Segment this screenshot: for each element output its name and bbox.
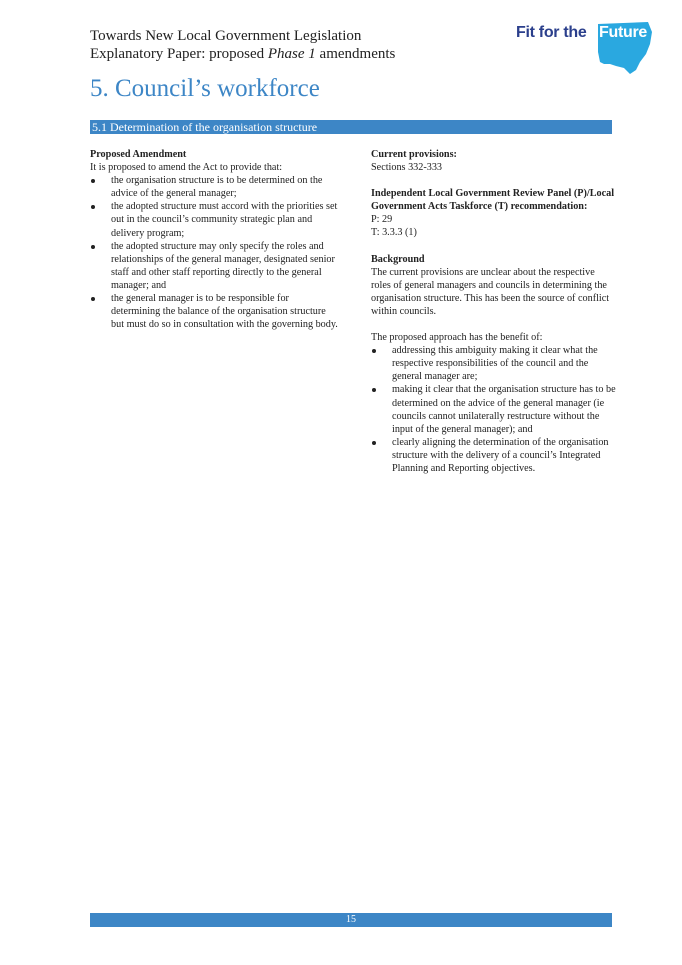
bullet-icon — [91, 179, 95, 183]
background-text: The current provisions are unclear about the respective roles of general managers and councils in determining the organisation structure. This has been the source of conflict within councils. — [371, 266, 610, 317]
page-number: 15 — [346, 914, 356, 925]
list-item — [371, 436, 616, 475]
list-item-text: the adopted structure must accord with the priorities set out in the council’s community strategic plan and delivery program; — [111, 201, 338, 239]
list-item-text: the organisation structure is to be determined on the advice of the general manager; — [111, 175, 323, 200]
list-item-text: clearly aligning the determination of the organisation structure with the delivery of a council’s Integrated Planning and Reporting objectives. — [392, 436, 609, 474]
bullet-icon — [372, 388, 376, 392]
list-item — [371, 383, 616, 435]
document-subtitle — [90, 45, 395, 63]
right-column — [371, 148, 616, 475]
panel-recommendation-t: T: 3.3.3 (1) — [371, 227, 417, 239]
logo-text-fit: Fit for the — [516, 24, 587, 41]
subsection-bar — [90, 120, 612, 134]
list-item-text: addressing this ambiguity making it clear what the respective responsibilities of the council and the general manager are; — [392, 345, 598, 383]
document-title: Towards New Local Government Legislation — [90, 28, 362, 44]
list-item-text: the adopted structure may only specify the roles and relationships of the general manager, designated senior staff and other staff reporting directly to the general manager; and — [111, 240, 335, 291]
subtitle-suffix: amendments — [315, 46, 396, 62]
subsection-title: 5.1 Determination of the organisation structure — [92, 120, 318, 134]
list-item — [90, 292, 340, 331]
amendment-list — [90, 174, 340, 331]
left-column — [90, 148, 340, 331]
list-item — [90, 240, 340, 292]
panel-recommendation-heading: Independent Local Government Review Panel (P)/Local Government Acts Taskforce (T) recommendation: — [371, 188, 615, 213]
proposed-amendment-heading: Proposed Amendment — [90, 149, 187, 160]
background-heading: Background — [371, 253, 425, 265]
list-item — [90, 174, 340, 200]
fit-for-the-future-logo — [515, 20, 655, 74]
subtitle-phase: Phase 1 — [267, 46, 316, 62]
subtitle-prefix: Explanatory Paper: proposed — [90, 46, 268, 62]
bullet-icon — [91, 245, 95, 249]
bullet-icon — [372, 349, 376, 353]
footer-bar — [90, 913, 612, 927]
current-provisions-heading: Current provisions: — [371, 149, 457, 160]
list-item-text: making it clear that the organisation structure has to be determined on the advice of the general manager (ie councils cannot unilaterally restructure without the input of the general manager); and — [392, 384, 616, 435]
benefit-intro: The proposed approach has the benefit of: — [371, 332, 543, 344]
bullet-icon — [91, 297, 95, 301]
proposed-amendment-intro: It is proposed to amend the Act to provide that: — [90, 162, 283, 174]
panel-recommendation-p: P: 29 — [371, 214, 393, 226]
bullet-icon — [372, 441, 376, 445]
list-item — [371, 344, 616, 383]
list-item — [90, 200, 340, 239]
bullet-icon — [91, 205, 95, 209]
section-title: 5. Council’s workforce — [90, 75, 320, 102]
current-provisions-text: Sections 332-333 — [371, 162, 443, 174]
logo-text-future: Future — [599, 24, 647, 41]
list-item-text: the general manager is to be responsible for determining the balance of the organisation structure but must do so in consultation with the governing body. — [111, 293, 338, 331]
benefit-list — [371, 344, 616, 475]
